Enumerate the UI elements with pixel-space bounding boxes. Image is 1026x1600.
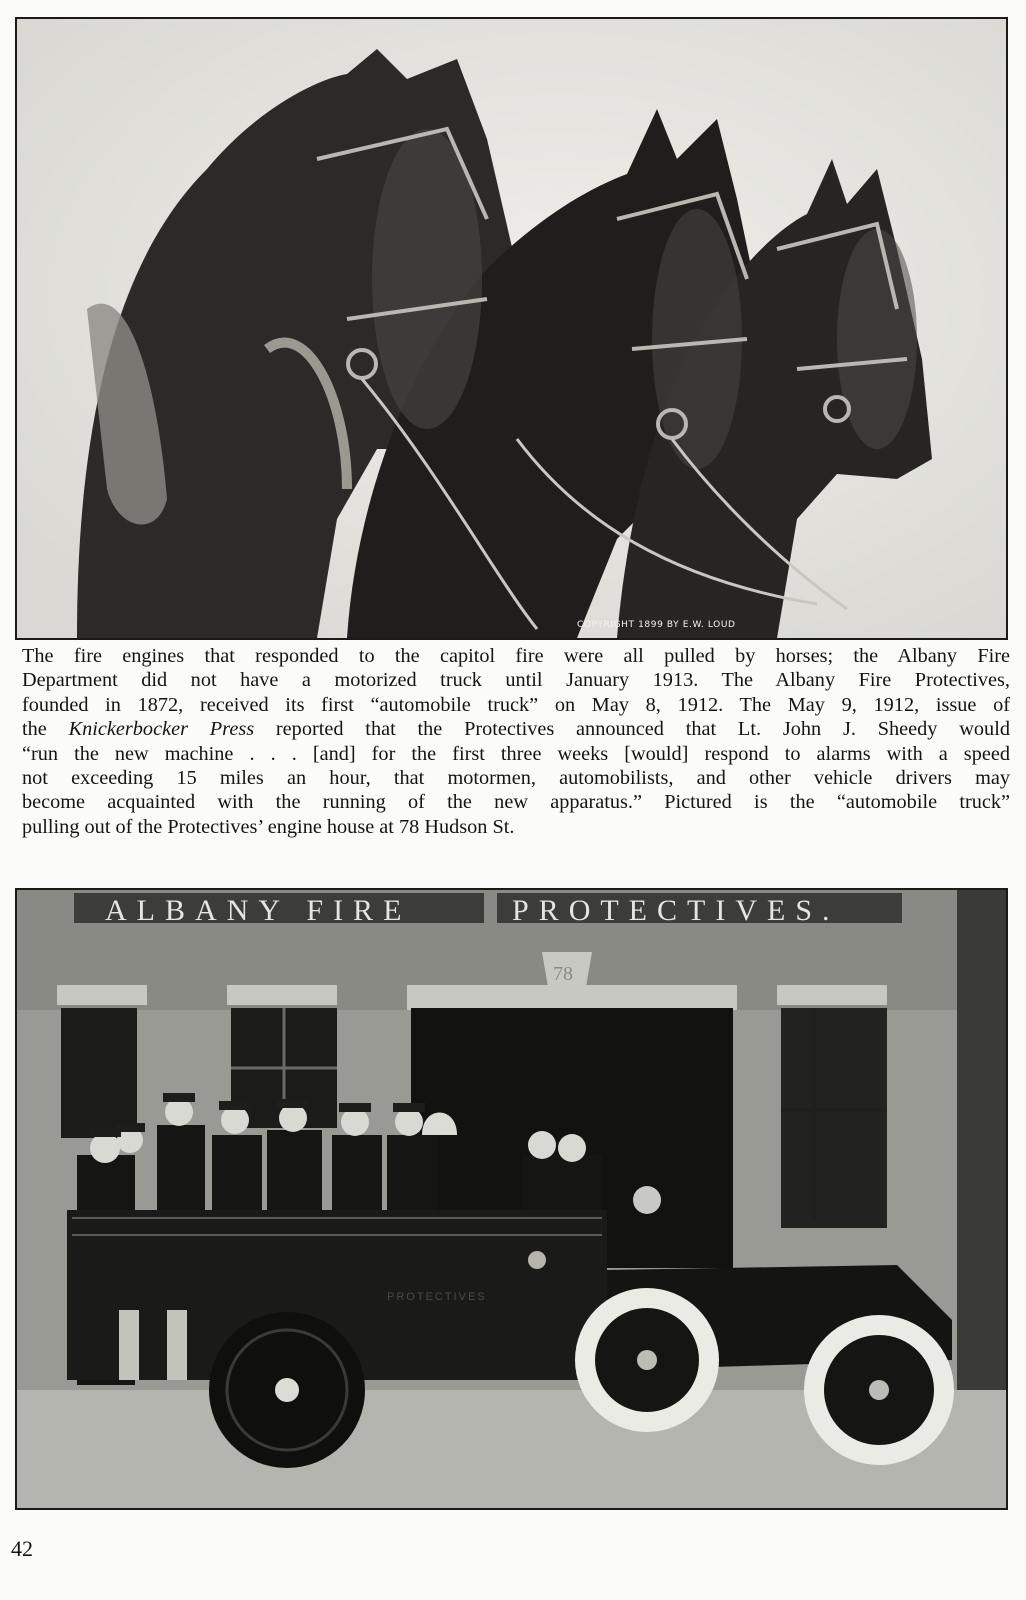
caption-line: founded in 1872, received its first “automobile truck” on May 8, 1912. The May 9, 1912, issue of bbox=[22, 693, 1010, 716]
horses-photo bbox=[15, 17, 1008, 640]
window-right bbox=[781, 1008, 887, 1228]
keystone-number: 78 bbox=[553, 963, 573, 985]
photo-caption bbox=[22, 644, 1010, 839]
fire-truck-photo bbox=[15, 888, 1008, 1510]
caption-line: not exceeding 15 miles an hour, that motormen, automobilists, and other vehicle drivers may bbox=[22, 767, 1010, 790]
caption-line bbox=[22, 717, 1010, 741]
caption-text: the bbox=[22, 718, 69, 741]
caption-line: pulling out of the Protectives’ engine house at 78 Hudson St. bbox=[22, 815, 515, 838]
truck-lettering: PROTECTIVES bbox=[387, 1291, 487, 1303]
caption-line: become acquainted with the running of the new apparatus.” Pictured is the “automobile truck” bbox=[22, 791, 1010, 814]
caption-line: Department did not have a motorized truck until January 1913. The Albany Fire Protectives, bbox=[22, 669, 1010, 692]
sign-albany-fire: ALBANY FIRE bbox=[105, 894, 412, 927]
caption-text: reported that the Protectives announced that Lt. John J. Sheedy would bbox=[254, 718, 1010, 741]
sign-protectives: PROTECTIVES. bbox=[512, 894, 840, 927]
copyright-mark: COPYRIGHT 1899 BY E.W. LOUD bbox=[577, 620, 736, 630]
fire-truck-illustration bbox=[17, 890, 1006, 1508]
window-left bbox=[61, 1008, 137, 1138]
caption-line: The fire engines that responded to the capitol fire were all pulled by horses; the Albany Fire bbox=[22, 645, 1010, 667]
horses-illustration bbox=[17, 19, 1006, 638]
newspaper-title: Knickerbocker Press bbox=[68, 718, 255, 741]
caption-line: “run the new machine . . . [and] for the first three weeks [would] respond to alarms with a speed bbox=[22, 742, 1010, 765]
page-number: 42 bbox=[11, 1536, 33, 1561]
